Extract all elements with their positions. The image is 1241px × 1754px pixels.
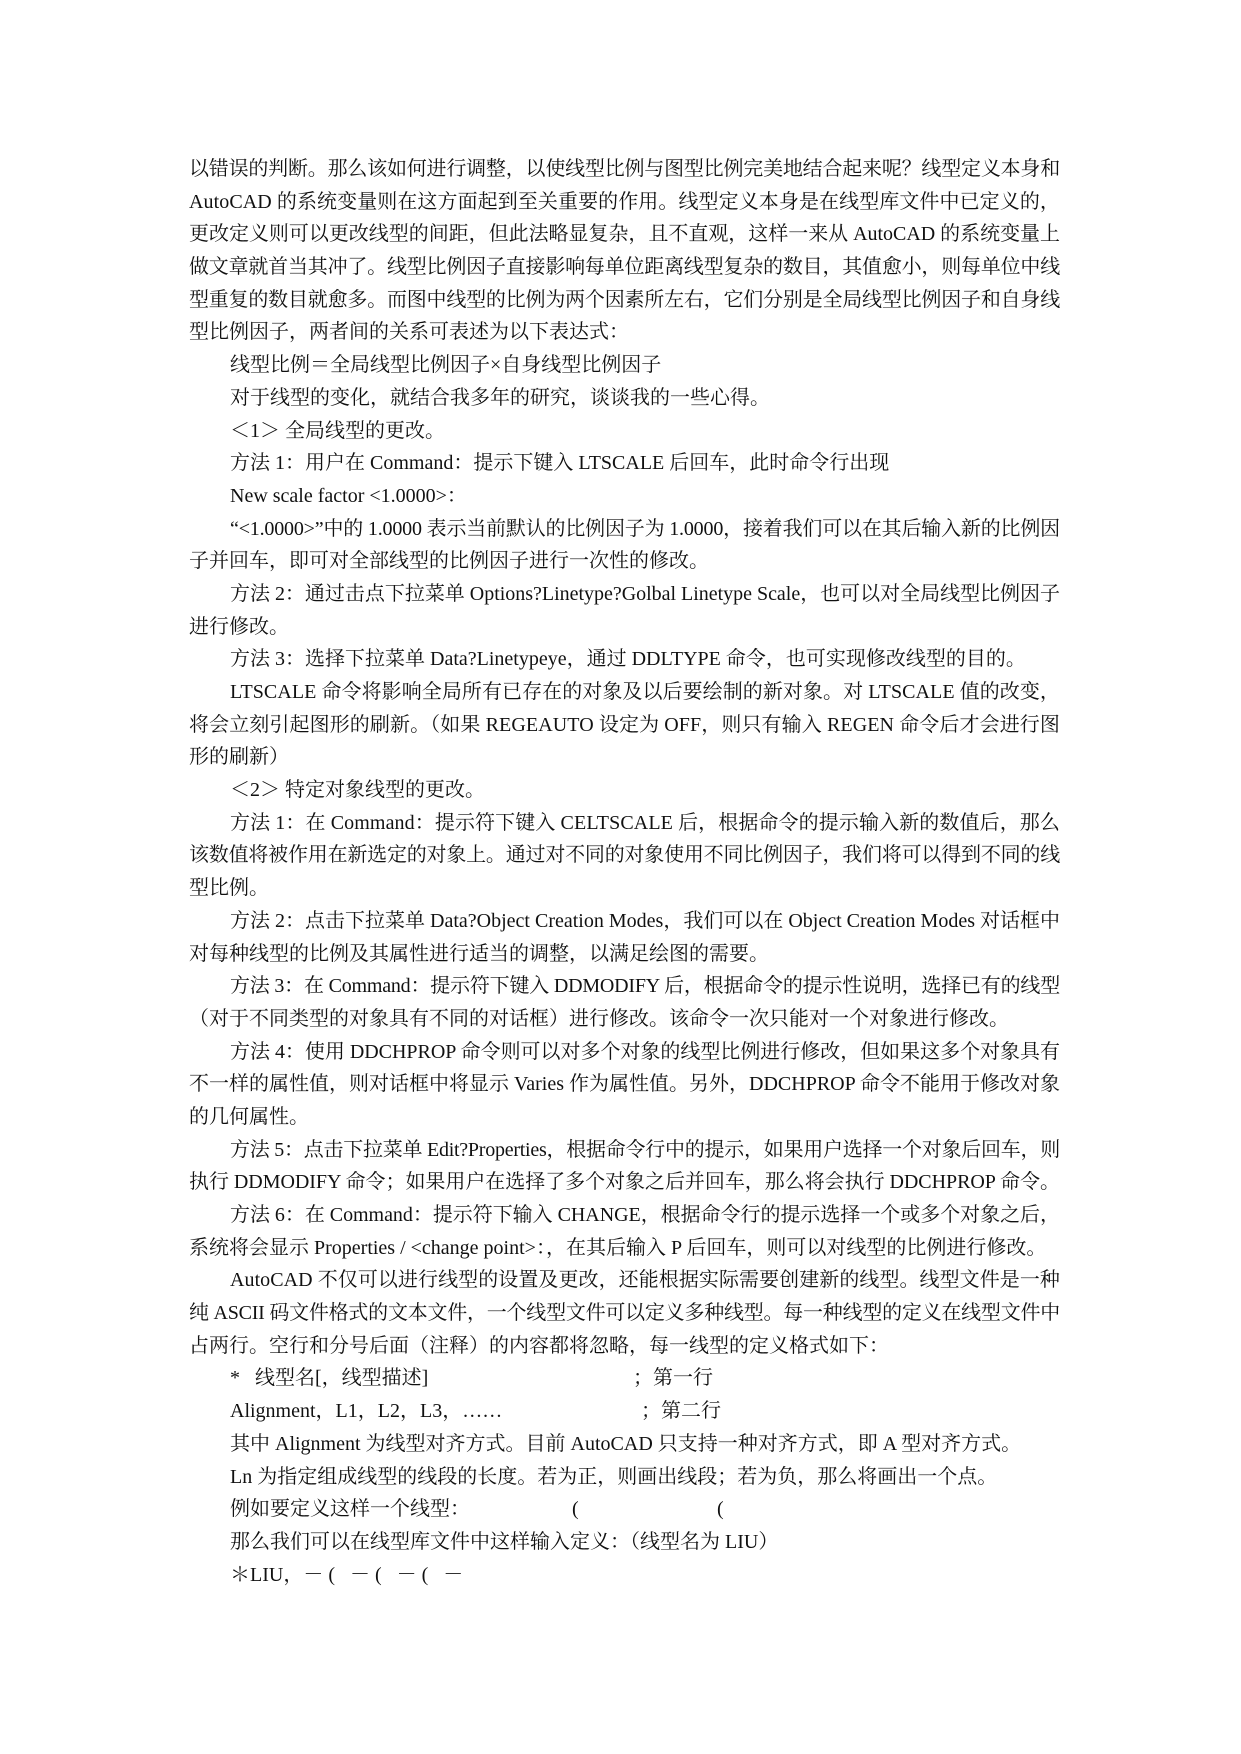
paragraph-intro-continuation bbox=[189, 153, 1060, 349]
text-line: 系统将会显示 Properties / <change point>：，在其后输入 P 后回车，则可以对线型的比例进行修改。 bbox=[189, 1236, 1047, 1259]
text-line: 更改定义则可以更改线型的间距，但此法略显复杂，且不直观，这样一来从 AutoCAD 的系统变量上 bbox=[189, 223, 1060, 246]
text-line: 型重复的数目就愈多。而图中线型的比例为两个因素所左右，它们分别是全局线型比例因子和自身线 bbox=[189, 288, 1060, 311]
linetype-format-spec bbox=[189, 1362, 1060, 1427]
text-line: 方法 4：使用 DDCHPROP 命令则可以对多个对象的线型比例进行修改，但如果这多个对象具有 bbox=[230, 1040, 1060, 1063]
text-line: AutoCAD 不仅可以进行线型的设置及更改，还能根据实际需要创建新的线型。线型文件是一种 bbox=[230, 1269, 1060, 1292]
text-line: 方法 3：在 Command：提示符下键入 DDMODIFY 后，根据命令的提示性说明，选择已有的线型 bbox=[230, 975, 1060, 998]
method-1-global bbox=[189, 447, 1060, 480]
paragraph-intro bbox=[189, 382, 1060, 415]
format-line-2-comment: ；第二行 bbox=[641, 1400, 721, 1423]
text-line: （对于不同类型的对象具有不同的对话框）进行修改。该命令一次只能对一个对象进行修改。 bbox=[189, 1007, 1009, 1030]
text-line: 子并回车，即可对全部线型的比例因子进行一次性的修改。 bbox=[189, 550, 709, 573]
text-line: 的几何属性。 bbox=[189, 1105, 309, 1128]
text-line: LTSCALE 命令将影响全局所有已存在的对象及以后要绘制的新对象。对 LTSCALE 值的改变， bbox=[230, 681, 1060, 703]
paragraph-alignment bbox=[189, 1428, 1060, 1461]
text-line: 占两行。空行和分号后面（注释）的内容都将忽略，每一线型的定义格式如下： bbox=[189, 1334, 889, 1357]
method-3-global bbox=[189, 643, 1060, 676]
text-line: 型比例。 bbox=[189, 877, 269, 900]
text-line: 将会立刻引起图形的刷新。（如果 REGEAUTO 设定为 OFF，则只有输入 REGEN 命令后才会进行图 bbox=[189, 713, 1060, 736]
paragraph-custom-linetype bbox=[189, 1264, 1060, 1362]
paragraph-definition-intro bbox=[189, 1526, 1060, 1559]
command-prompt-paragraph bbox=[189, 480, 1060, 513]
text-line: Ln 为指定组成线型的线段的长度。若为正，则画出线段；若为负，那么将画出一个点。 bbox=[230, 1465, 998, 1488]
paragraph-ln bbox=[189, 1461, 1060, 1494]
heading-line: ＜2＞ 特定对象线型的更改。 bbox=[230, 779, 485, 802]
method-2-global bbox=[189, 578, 1060, 643]
method-1-object bbox=[189, 807, 1060, 905]
text-line: 做文章就首当其冲了。线型比例因子直接影响每单位距离线型复杂的数目，其值愈小，则每单位中线 bbox=[189, 256, 1060, 279]
example-mark-2: ( bbox=[717, 1498, 724, 1521]
example-line bbox=[189, 1493, 1060, 1526]
text-line: 以错误的判断。那么该如何进行调整，以使线型比例与图型比例完美地结合起来呢？线型定义本身和 bbox=[189, 158, 1060, 180]
method-5-object bbox=[189, 1134, 1060, 1199]
format-line-1-comment: ；第一行 bbox=[633, 1367, 713, 1390]
text-line: “<1.0000>”中的 1.0000 表示当前默认的比例因子为 1.0000，接着我们可以在其后输入新的比例因 bbox=[230, 517, 1060, 540]
text-line: 执行 DDMODIFY 命令；如果用户在选择了多个对象之后并回车，那么将会执行 DDCHPROP 命令。 bbox=[189, 1171, 1060, 1194]
text-line: 方法 2：通过击点下拉菜单 Options?Linetype?Golbal Linetype Scale，也可以对全局线型比例因子 bbox=[230, 582, 1060, 605]
command-prompt-line: New scale factor <1.0000>： bbox=[230, 484, 467, 507]
text-line: 进行修改。 bbox=[189, 615, 289, 638]
format-line-2 bbox=[189, 1395, 1060, 1428]
text-line: 形的刷新） bbox=[189, 746, 289, 769]
text-line: 型比例因子，两者间的关系可表述为以下表达式： bbox=[189, 321, 629, 344]
text-line: 那么我们可以在线型库文件中这样输入定义：（线型名为 LIU） bbox=[230, 1530, 779, 1553]
text-line: 方法 3：选择下拉菜单 Data?Linetypeye，通过 DDLTYPE 命令，也可实现修改线型的目的。 bbox=[230, 648, 1026, 671]
section-heading-1 bbox=[189, 415, 1060, 448]
paragraph-default-factor bbox=[189, 513, 1060, 578]
text-line: 对于线型的变化，就结合我多年的研究，谈谈我的一些心得。 bbox=[230, 386, 770, 409]
formula-line: 线型比例＝全局线型比例因子×自身线型比例因子 bbox=[230, 354, 662, 377]
text-line: 纯 ASCII 码文件格式的文本文件，一个线型文件可以定义多种线型。每一种线型的定义在线型文件中 bbox=[189, 1302, 1060, 1325]
example-mark-1: ( bbox=[572, 1498, 579, 1521]
text-line: 方法 5：点击下拉菜单 Edit?Properties，根据命令行中的提示，如果用户选择一个对象后回车，则 bbox=[230, 1138, 1060, 1161]
heading-line: ＜1＞ 全局线型的更改。 bbox=[230, 419, 445, 442]
text-line: 其中 Alignment 为线型对齐方式。目前 AutoCAD 只支持一种对齐方式，即 A 型对齐方式。 bbox=[230, 1432, 1022, 1455]
method-2-object bbox=[189, 905, 1060, 970]
method-6-object bbox=[189, 1199, 1060, 1264]
definition-example-text: ＊LIU，－ ( － ( － ( － bbox=[230, 1563, 464, 1586]
example-line-text: 例如要定义这样一个线型： bbox=[230, 1498, 470, 1521]
text-line: 方法 1：用户在 Command：提示下键入 LTSCALE 后回车，此时命令行出现 bbox=[230, 452, 890, 475]
text-line: 对每种线型的比例及其属性进行适当的调整，以满足绘图的需要。 bbox=[189, 942, 769, 965]
section-heading-2 bbox=[189, 774, 1060, 807]
text-line: 方法 6：在 Command：提示符下输入 CHANGE，根据命令行的提示选择一个或多个对象之后， bbox=[230, 1204, 1060, 1226]
example-paragraph bbox=[189, 1493, 1060, 1526]
format-line-1-definition: * 线型名[，线型描述] bbox=[230, 1367, 429, 1390]
method-3-object bbox=[189, 970, 1060, 1035]
text-line: 方法 2：点击下拉菜单 Data?Object Creation Modes，我们可以在 Object Creation Modes 对话框中 bbox=[230, 909, 1060, 932]
method-4-object bbox=[189, 1036, 1060, 1134]
formula-paragraph bbox=[189, 349, 1060, 382]
text-line: AutoCAD 的系统变量则在这方面起到至关重要的作用。线型定义本身是在线型库文件中已定义的， bbox=[189, 190, 1060, 213]
format-line-2-definition: Alignment，L1，L2，L3，…… bbox=[230, 1400, 503, 1423]
format-line-1 bbox=[189, 1362, 1060, 1395]
document-body bbox=[189, 153, 1060, 1591]
definition-example-paragraph bbox=[189, 1559, 1060, 1592]
text-line: 方法 1：在 Command：提示符下键入 CELTSCALE 后，根据命令的提示输入新的数值后，那么 bbox=[230, 811, 1060, 834]
text-line: 不一样的属性值，则对话框中将显示 Varies 作为属性值。另外，DDCHPROP 命令不能用于修改对象 bbox=[189, 1073, 1060, 1096]
text-line: 该数值将被作用在新选定的对象上。通过对不同的对象使用不同比例因子，我们将可以得到不同的线 bbox=[189, 844, 1060, 867]
paragraph-ltscale-note bbox=[189, 676, 1060, 774]
definition-example-line bbox=[189, 1559, 1060, 1592]
